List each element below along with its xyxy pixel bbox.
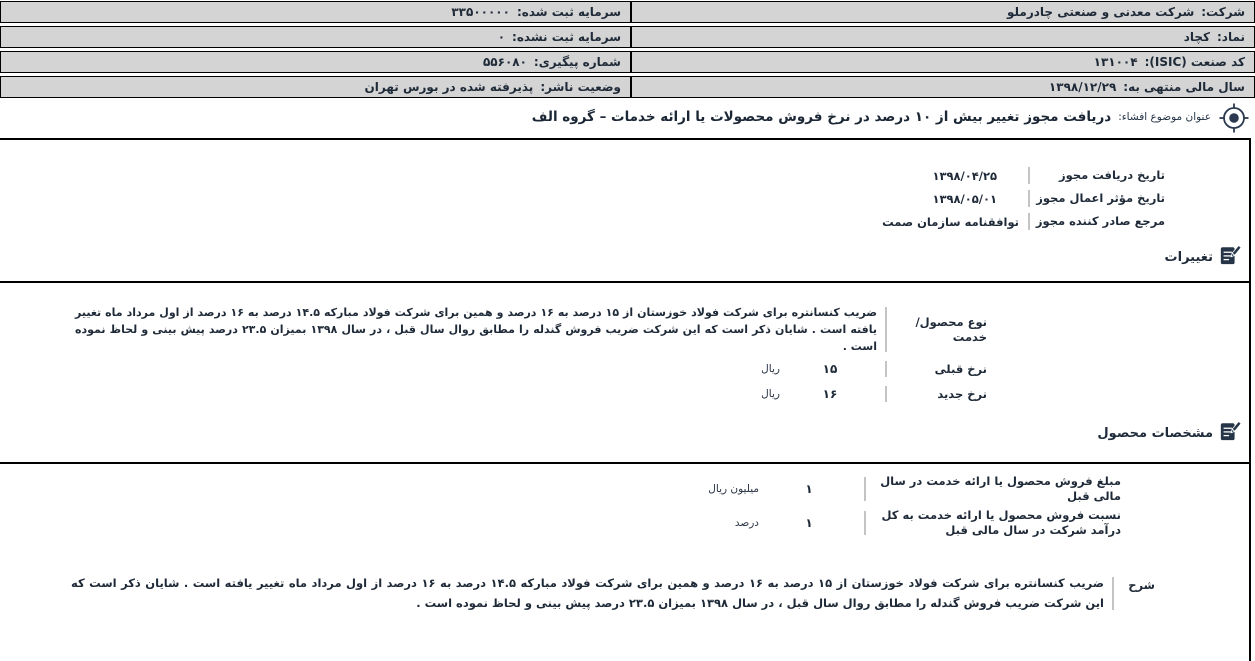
- unregistered-capital-cell: [0, 26, 631, 48]
- changes-table: [75, 304, 987, 408]
- section-title-changes: تغییرات: [1164, 249, 1213, 265]
- sales-amount-row: [561, 474, 1121, 504]
- vertical-separator: [864, 477, 866, 501]
- previous-rate-unit: ریال: [761, 363, 780, 376]
- tracking-number-label: شماره پیگیری:: [533, 55, 621, 69]
- sales-ratio-value: ۱: [805, 515, 813, 530]
- disclosure-content-box: [0, 138, 1251, 661]
- unregistered-capital-label: سرمایه ثبت نشده:: [512, 30, 621, 44]
- vertical-separator: [1028, 167, 1030, 184]
- company-header-table: [0, 0, 1255, 101]
- license-receipt-date-label: تاریخ دریافت مجوز: [1059, 168, 1165, 183]
- previous-rate-label: نرخ قبلی: [934, 361, 987, 376]
- new-rate-unit: ریال: [761, 388, 780, 401]
- new-rate-label: نرخ جدید: [937, 386, 987, 401]
- company-name-cell: [631, 1, 1255, 23]
- vertical-separator: [885, 386, 887, 402]
- note-pencil-icon: [1219, 244, 1241, 270]
- ticker-value: کچاد: [1183, 30, 1210, 44]
- registered-capital-value: ۳۳۵۰۰۰۰۰: [451, 5, 510, 19]
- new-rate-row: [75, 383, 987, 405]
- license-authority-row: [882, 210, 1165, 233]
- isic-label: کد صنعت (ISIC):: [1144, 55, 1245, 69]
- tracking-number-cell: [0, 51, 631, 73]
- issuer-status-cell: [0, 76, 631, 98]
- tracking-number-value: ۵۵۶۰۸۰: [482, 55, 527, 69]
- ticker-label: نماد:: [1216, 30, 1245, 44]
- unregistered-capital-value: ۰: [497, 30, 506, 44]
- section-header-changes: [1165, 244, 1241, 270]
- company-label: شرکت:: [1201, 5, 1245, 19]
- header-row: [0, 76, 1255, 98]
- ticker-symbol-cell: [631, 26, 1255, 48]
- sales-amount-value: ۱: [805, 481, 813, 496]
- fiscal-year-label: سال مالی منتهی به:: [1123, 80, 1245, 94]
- sales-ratio-unit: درصد: [734, 516, 759, 529]
- sales-ratio-label: نسبت فروش محصول یا ارائه خدمت به کل درآمد شرکت در سال مالی قبل: [881, 507, 1121, 537]
- vertical-separator: [1028, 190, 1030, 207]
- product-type-text: ضریب کنسانتره برای شرکت فولاد خوزستان از ۱۵ درصد به ۱۶ درصد و همین برای شرکت فولاد مبارکه ۱۴.۵ درصد به ۱۶ درصد از اول مرداد ماه تغییر یافته است . شایان ذکر است که این شرکت ضریب فروش گندله را مطابق روال سال قبل ، در سال ۱۳۹۸ بمیزان ۲۳.۵ درصد پیش بینی و لحاظ نموده است .: [75, 306, 877, 354]
- issuer-status-value: پذیرفته شده در بورس تهران: [364, 80, 534, 94]
- license-authority-value: توافقنامه سازمان صمت: [882, 214, 1019, 229]
- description-text: ضریب کنسانتره برای شرکت فولاد خوزستان از ۱۵ درصد به ۱۶ درصد و همین برای شرکت فولاد مبارکه ۱۴.۵ درصد به ۱۶ درصد از اول مرداد ماه تغییر یافته است . شایان ذکر است که این شرکت ضریب فروش گندله را مطابق روال سال قبل ، در سال ۱۳۹۸ بمیزان ۲۳.۵ درصد پیش بینی و لحاظ نموده است .: [71, 576, 1104, 610]
- section-divider: [0, 281, 1249, 283]
- previous-rate-value: ۱۵: [822, 362, 838, 377]
- vertical-separator: [1112, 577, 1114, 610]
- sales-amount-unit: میلیون ریال: [708, 482, 759, 495]
- disclosure-title-prefix: عنوان موضوع افشاء:: [1118, 111, 1211, 123]
- product-specs-table: [561, 474, 1121, 542]
- new-rate-value: ۱۶: [822, 387, 838, 402]
- fiscal-year-cell: [631, 76, 1255, 98]
- header-row: [0, 1, 1255, 23]
- sales-ratio-row: [561, 508, 1121, 538]
- header-row: [0, 51, 1255, 73]
- product-type-row: [75, 304, 987, 355]
- vertical-separator: [864, 511, 866, 535]
- license-info-table: [882, 164, 1165, 233]
- bullseye-target-icon: [1218, 102, 1250, 134]
- license-effective-date-row: [882, 187, 1165, 210]
- disclosure-title: [532, 101, 1211, 133]
- vertical-separator: [1028, 213, 1030, 230]
- previous-rate-row: [75, 358, 987, 380]
- registered-capital-cell: [0, 1, 631, 23]
- license-receipt-date-value: ۱۳۹۸/۰۴/۲۵: [932, 168, 997, 183]
- license-effective-date-value: ۱۳۹۸/۰۵/۰۱: [932, 191, 997, 206]
- disclosure-title-text: دریافت مجوز تغییر بیش از ۱۰ درصد در نرخ فروش محصولات یا ارائه خدمات – گروه الف: [531, 109, 1112, 125]
- description-label: شرح: [1128, 578, 1155, 592]
- issuer-status-label: وضعیت ناشر:: [540, 80, 621, 94]
- isic-code-cell: [631, 51, 1255, 73]
- vertical-separator: [885, 307, 887, 352]
- section-title-product-specs: مشخصات محصول: [1097, 425, 1213, 441]
- description-row: [71, 574, 1155, 613]
- vertical-separator: [885, 361, 887, 377]
- header-row: [0, 26, 1255, 48]
- license-receipt-date-row: [882, 164, 1165, 187]
- license-authority-label: مرجع صادر کننده مجوز: [1035, 214, 1165, 229]
- product-type-label: نوع محصول/خدمت: [915, 314, 987, 344]
- registered-capital-label: سرمایه ثبت شده:: [516, 5, 621, 19]
- section-header-product-specs: [1097, 420, 1241, 446]
- fiscal-year-value: ۱۳۹۸/۱۲/۲۹: [1048, 80, 1117, 94]
- isic-value: ۱۳۱۰۰۴: [1093, 55, 1138, 69]
- section-divider: [0, 462, 1249, 464]
- company-value: شرکت معدنی و صنعتی چادرملو: [1006, 5, 1195, 19]
- license-effective-date-label: تاریخ مؤثر اعمال مجوز: [1036, 191, 1165, 206]
- note-pencil-icon: [1219, 420, 1241, 446]
- sales-amount-label: مبلغ فروش محصول یا ارائه خدمت در سال مالی قبل: [880, 474, 1121, 503]
